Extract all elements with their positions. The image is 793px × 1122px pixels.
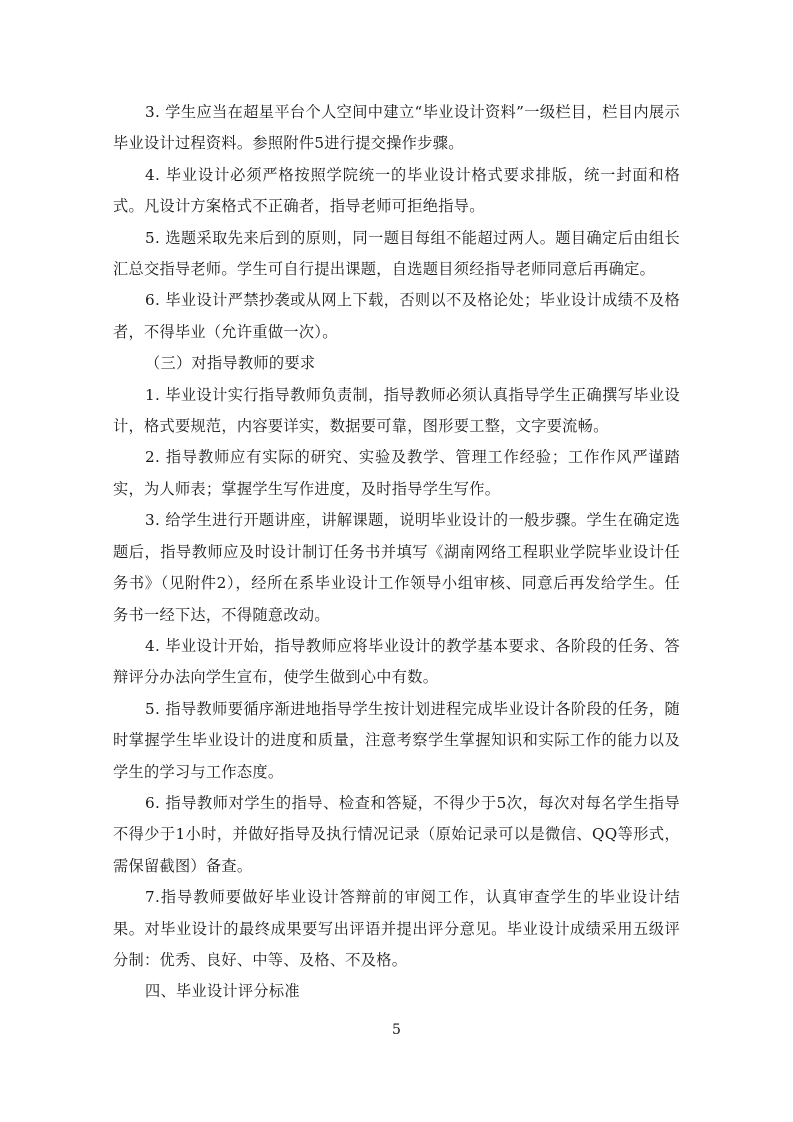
paragraph-teacher-7: 7.指导教师要做好毕业设计答辩前的审阅工作，认真审查学生的毕业设计结果。对毕业设计的最终成果要写出评语并提出评分意见。毕业设计成绩采用五级评分制：优秀、良好、中等、及格、不及格。 [113,888,680,969]
paragraph-student-6: 6. 毕业设计严禁抄袭或从网上下载，否则以不及格论处；毕业设计成绩不及格者，不得毕业（允许重做一次）。 [113,291,680,341]
paragraph-teacher-5: 5. 指导教师要循序渐进地指导学生按计划进程完成毕业设计各阶段的任务，随时掌握学生毕业设计的进度和质量，注意考察学生掌握知识和实际工作的能力以及学生的学习与工作态度。 [113,699,680,781]
paragraph-teacher-4: 4. 毕业设计开始，指导教师应将毕业设计的教学基本要求、各阶段的任务、答辩评分办法向学生宣布，使学生做到心中有数。 [113,636,680,687]
paragraph-student-5: 5. 选题采取先来后到的原则，同一题目每组不能超过两人。题目确定后由组长汇总交指导老师。学生可自行提出课题，自选题目须经指导老师同意后再确定。 [113,228,680,279]
paragraph-student-4: 4. 毕业设计必须严格按照学院统一的毕业设计格式要求排版，统一封面和格式。凡设计方案格式不正确者，指导老师可拒绝指导。 [113,165,680,216]
paragraph-student-3: 3. 学生应当在超星平台个人空间中建立“毕业设计资料”一级栏目，栏目内展示毕业设计过程资料。参照附件5进行提交操作步骤。 [113,103,680,153]
paragraph-teacher-3: 3. 给学生进行开题讲座，讲解课题，说明毕业设计的一般步骤。学生在确定选题后，指导教师应及时设计制订任务书并填写《湖南网络工程职业学院毕业设计任务书》（见附件2），经所在系毕业设计工作领导小组审核、同意后再发给学生。任务书一经下达，不得随意改动。 [113,511,680,624]
paragraph-teacher-2: 2. 指导教师应有实际的研究、实验及教学、管理工作经验；工作作风严谨踏实，为人师表；掌握学生写作进度，及时指导学生写作。 [113,448,680,498]
paragraph-teacher-1: 1. 毕业设计实行指导教师负责制，指导教师必须认真指导学生正确撰写毕业设计，格式要规范，内容要详实，数据要可靠，图形要工整，文字要流畅。 [113,385,680,436]
section-heading-teacher-requirements: （三）对指导教师的要求 [145,354,316,373]
document-body [113,97,680,1008]
page-number: 5 [392,1022,401,1038]
paragraph-teacher-6: 6. 指导教师对学生的指导、检查和答疑，不得少于5次，每次对每名学生指导不得少于1小时，并做好指导及执行情况记录（原始记录可以是微信、QQ等形式，需保留截图）备查。 [113,793,680,875]
section-heading-grading-standard: 四、毕业设计评分标准 [145,982,300,1001]
